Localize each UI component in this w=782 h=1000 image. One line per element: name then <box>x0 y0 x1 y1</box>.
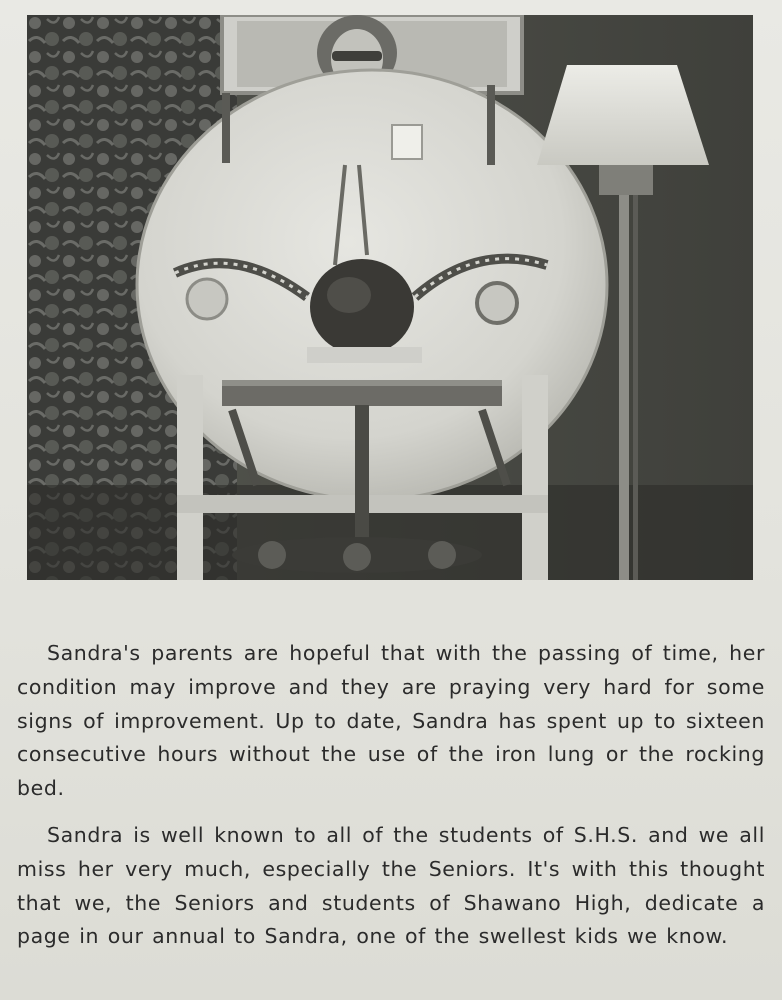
left-porthole <box>187 279 227 319</box>
front-tray-edge <box>222 380 502 386</box>
iron-lung-photo <box>27 15 753 580</box>
gauge <box>392 125 422 159</box>
article-text <box>17 637 765 954</box>
stand-right-leg <box>522 375 548 580</box>
patient-hair-highlight <box>327 277 371 313</box>
lamp-pole <box>619 195 629 580</box>
center-post <box>355 405 369 555</box>
iron-lung-photo-illustration <box>27 15 753 580</box>
paragraph-2: Sandra is well known to all of the students of S.H.S. and we all miss her very much, especially the Seniors. It's with this thought that we, the Seniors and students of Shawano High, dedicate a page in our annual to Sandra, one of the swellest kids we know. <box>17 822 765 949</box>
wheel-center <box>343 543 371 571</box>
neck-collar <box>307 347 422 363</box>
lamp-pole-shadow <box>633 195 638 580</box>
lamp-fixture <box>599 165 653 195</box>
wheel-right <box>428 541 456 569</box>
stand-left-leg <box>177 375 203 580</box>
right-bracket <box>487 85 495 165</box>
left-bracket <box>222 93 230 163</box>
wheel-left <box>258 541 286 569</box>
paragraph-1: Sandra's parents are hopeful that with the passing of time, her condition may improve and they are praying very hard for some signs of improvement. Up to date, Sandra has spent up to sixteen consecutive hours without the use of the iron lung or the rocking bed. <box>17 641 765 801</box>
right-porthole <box>477 283 517 323</box>
mirror-reflection-glasses <box>332 51 382 61</box>
